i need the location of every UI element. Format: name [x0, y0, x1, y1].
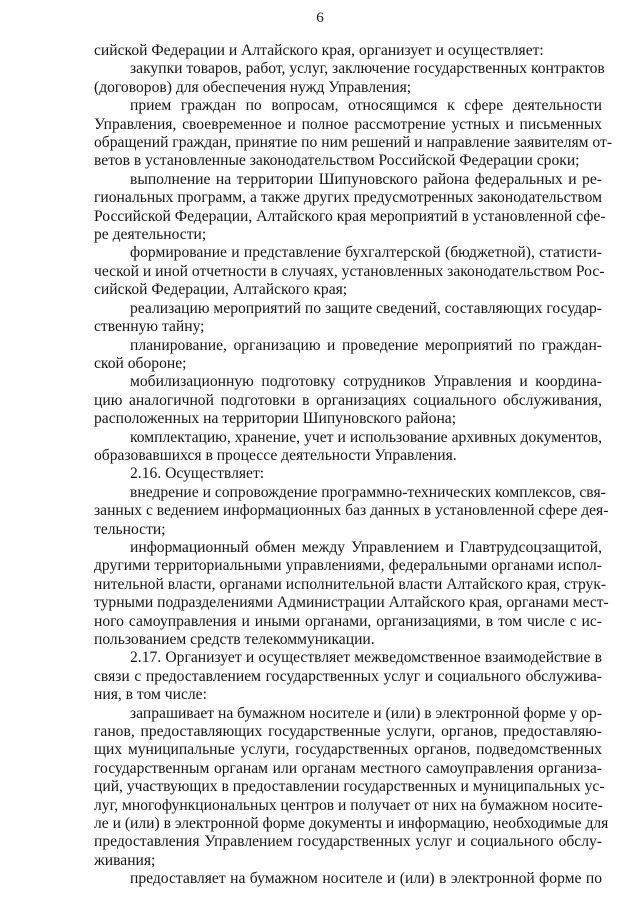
text-line: ния, в том числе: — [94, 686, 207, 704]
text-line: расположенных на территории Шипуновского района; — [94, 410, 457, 428]
document-body — [94, 42, 613, 889]
text-line: ного самоуправления и иными органами, организациями, в том числе с ис- — [94, 612, 602, 630]
text-line: Российской Федерации, Алтайского края мероприятий в установленной сфе- — [94, 207, 606, 225]
text-line: пользованием средств телекоммуникации. — [94, 631, 375, 648]
text-line: планирование, организацию и проведение мероприятий по граждан- — [130, 336, 602, 354]
text-line: связи с предоставлением государственных услуг и социального обслужива- — [94, 667, 602, 685]
text-line: информационный обмен между Управлением и Главтрудсоцзащитой, — [130, 538, 602, 556]
text-line: сийской Федерации и Алтайского края, организует и осуществляет: — [94, 42, 544, 59]
text-line: луг, многофункциональных центров и получает от них на бумажном носите- — [94, 796, 603, 814]
text-line: ственную тайну; — [94, 318, 205, 336]
text-line: цию аналогичной подготовки в организациях социального обслуживания, — [94, 391, 602, 409]
text-line: щих муниципальные услуги, государственных органов, подведомственных — [94, 741, 602, 759]
text-line: ветов в установленные законодательством Российской Федерации сроки; — [94, 152, 580, 170]
text-line: ческой и иной отчетности в случаях, установленных законодательством Рос- — [94, 262, 605, 280]
text-line: закупки товаров, работ, услуг, заключение государственных контрактов — [130, 60, 605, 78]
text-line: ской обороне; — [94, 354, 187, 372]
text-line: образовавшихся в процессе деятельности Управления. — [94, 446, 457, 464]
text-line: (договоров) для обеспечения нужд Управления; — [94, 78, 412, 96]
text-line: ле и (или) в электронной форме документы и информацию, необходимые для — [94, 815, 609, 833]
text-line: комплектацию, хранение, учет и использование архивных документов, — [130, 428, 602, 446]
text-line: ций, участвующих в предоставлении государственных и муниципальных ус- — [94, 778, 605, 796]
text-line: турными подразделениями Администрации Алтайского края, органами мест- — [94, 594, 609, 612]
text-line: другими территориальными управлениями, федеральными органами испол- — [94, 557, 602, 575]
text-line: занных с ведением информационных баз данных в установленной сфере дея- — [94, 502, 609, 520]
text-line: предоставляет на бумажном носителе и (или) в электронной форме по — [130, 870, 602, 888]
text-line: предоставления Управлением государственных услуг и социального обслу- — [94, 833, 602, 851]
text-line: ре деятельности; — [94, 226, 207, 244]
page-number: 6 — [316, 10, 324, 26]
text-line: обращений граждан, принятие по ним решений и направление заявителям от- — [94, 134, 613, 152]
text-line: 2.17. Организует и осуществляет межведомственное взаимодействие в — [130, 649, 602, 667]
text-line: формирование и представление бухгалтерской (бюджетной), статисти- — [130, 244, 602, 262]
text-line: 2.16. Осуществляет: — [130, 465, 265, 483]
text-line: сийской Федерации, Алтайского края; — [94, 281, 348, 299]
text-line: Управления, своевременное и полное рассмотрение устных и письменных — [94, 115, 602, 133]
text-line: тельности; — [94, 520, 166, 538]
text-line: запрашивает на бумажном носителе и (или) в электронной форме у ор- — [130, 704, 603, 722]
text-line: государственным органам или органам местного самоуправления организа- — [94, 759, 602, 777]
text-line: нительной власти, органами исполнительной власти Алтайского края, струк- — [94, 575, 607, 593]
text-line: внедрение и сопровождение программно-технических комплексов, свя- — [130, 483, 606, 501]
text-line: живания; — [94, 851, 156, 869]
text-line: прием граждан по вопросам, относящимся к сфере деятельности — [130, 97, 602, 115]
text-line: мобилизационную подготовку сотрудников Управления и координа- — [130, 373, 602, 391]
text-line: ганов, предоставляющих государственные услуги, органов, предоставляю- — [94, 723, 602, 741]
text-line: реализацию мероприятий по защите сведений, составляющих государ- — [130, 299, 602, 317]
text-line: выполнение на территории Шипуновского района федеральных и ре- — [130, 170, 602, 188]
text-line: гиональных программ, а также других предусмотренных законодательством — [94, 189, 602, 207]
